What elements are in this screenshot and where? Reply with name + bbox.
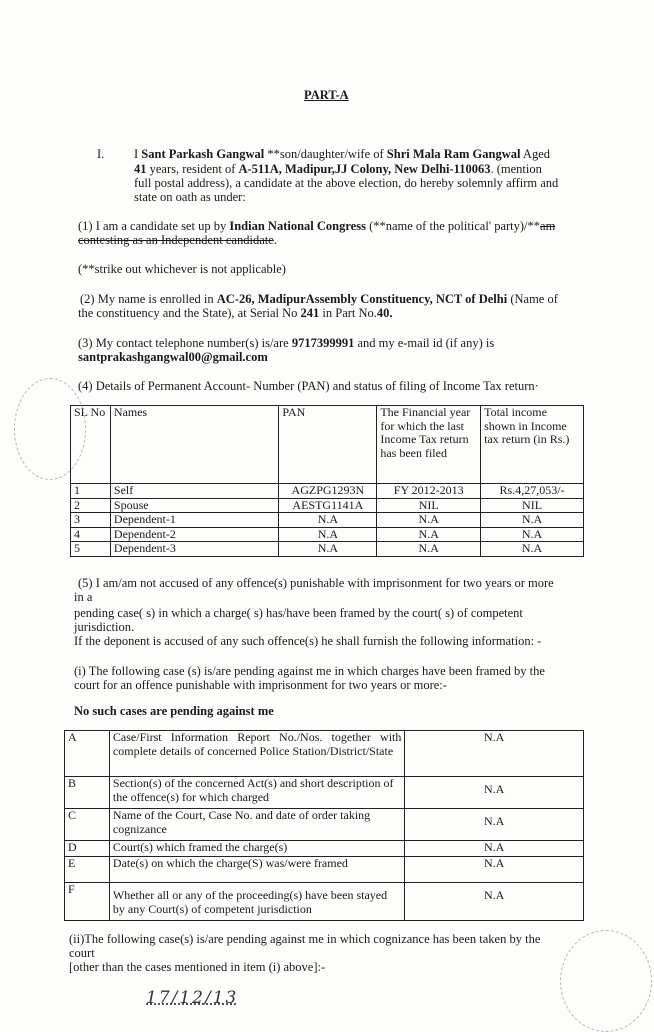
- table-cell: B: [65, 777, 110, 809]
- para-2-line-1: (2) My name is enrolled in AC-26, MadipurAssembly Constituency, NCT of Delhi (Name of: [80, 292, 558, 306]
- table-cell: N.A: [405, 809, 584, 841]
- table-cell: N.A: [481, 513, 584, 528]
- table-cell: C: [65, 809, 110, 841]
- intro-line-1: I Sant Parkash Gangwal **son/daughter/wife of Shri Mala Ram Gangwal Aged: [134, 147, 550, 161]
- serial-number: 241: [300, 306, 320, 320]
- para-5-line-2: in a: [74, 590, 93, 604]
- table-row: [65, 857, 584, 883]
- pan-table-header: [71, 406, 584, 484]
- header-pan: PAN: [279, 406, 377, 484]
- table-cell: N.A: [377, 542, 481, 557]
- table-row: [65, 809, 584, 841]
- candidate-name: Sant Parkash Gangwal: [141, 147, 265, 161]
- father-name: Shri Mala Ram Gangwal: [386, 147, 521, 161]
- table-cell: Name of the Court, Case No. and date of order taking cognizance: [109, 809, 404, 841]
- table-row: [65, 777, 584, 809]
- table-cell: FY 2012-2013: [377, 484, 481, 499]
- phone-number: 9717399991: [291, 336, 355, 350]
- section-number: I.: [97, 147, 105, 161]
- table-cell: Whether all or any of the proceeding(s) have been stayed by any Court(s) of competent jurisdiction: [109, 883, 404, 921]
- intro-line-2: 41 years, resident of A-511A, Madipur,JJ Colony, New Delhi-110063. (mention: [134, 162, 542, 176]
- table-cell: Date(s) on which the charge(S) was/were framed: [109, 857, 404, 883]
- para-3-line-1: (3) My contact telephone number(s) is/are 9717399991 and my e-mail id (if any) is: [78, 336, 495, 350]
- para-5-line-3: pending case( s) in which a charge( s) has/have been framed by the court( s) of competent: [74, 606, 523, 620]
- table-cell: 4: [71, 527, 111, 542]
- intro-line-3: full postal address), a candidate at the above election, do hereby solemnly affirm and: [134, 176, 559, 190]
- pan-table: [70, 405, 584, 557]
- table-row: [65, 731, 584, 777]
- candidate-address: A-511A, Madipur,JJ Colony, New Delhi-110063: [238, 162, 491, 176]
- constituency: AC-26, MadipurAssembly Constituency, NCT of Delhi: [216, 292, 508, 306]
- strike-note: (**strike out whichever is not applicable): [78, 262, 286, 276]
- table-cell: Dependent-2: [110, 527, 279, 542]
- table-row: [71, 498, 584, 513]
- para-1-line-1: (1) I am a candidate set up by Indian National Congress (**name of the political' party)/**am: [78, 219, 556, 233]
- para-2-line-2: the constituency and the State), at Serial No 241 in Part No.40.: [78, 306, 393, 320]
- table-cell: N.A: [481, 542, 584, 557]
- table-row: [65, 841, 584, 857]
- table-row: [71, 542, 584, 557]
- table-cell: D: [65, 841, 110, 857]
- candidate-age: 41: [134, 162, 147, 176]
- header-sl-no: SL No: [71, 406, 111, 484]
- table-row: [71, 484, 584, 499]
- table-cell: Case/First Information Report No./Nos. together with complete details of concerned Police Station/District/State: [109, 731, 404, 777]
- table-cell: N.A: [405, 731, 584, 777]
- table-cell: N.A: [405, 883, 584, 921]
- para-5-line-5: If the deponent is accused of any such offence(s) he shall furnish the following information: -: [74, 634, 542, 648]
- handwritten-date: 17/12/13: [146, 988, 239, 1008]
- table-cell: Rs.4,27,053/-: [481, 484, 584, 499]
- table-cell: N.A: [405, 777, 584, 809]
- table-row: [65, 883, 584, 921]
- table-cell: E: [65, 857, 110, 883]
- table-cell: AGZPG1293N: [279, 484, 377, 499]
- table-cell: N.A: [377, 527, 481, 542]
- para-ii-line-3: [other than the cases mentioned in item (i) above]:-: [69, 960, 326, 974]
- table-cell: A: [65, 731, 110, 777]
- table-cell: N.A: [279, 542, 377, 557]
- table-cell: 1: [71, 484, 111, 499]
- table-cell: N.A: [279, 513, 377, 528]
- page-title: PART-A: [304, 88, 349, 102]
- table-cell: N.A: [405, 857, 584, 883]
- para-i-line-1: (i) The following case (s) is/are pending against me in which charges have been framed by the: [74, 664, 545, 678]
- table-cell: Section(s) of the concerned Act(s) and short description of the offence(s) for which charged: [109, 777, 404, 809]
- no-cases-statement: No such cases are pending against me: [74, 704, 274, 718]
- case-table: [64, 730, 584, 921]
- table-cell: NIL: [481, 498, 584, 513]
- para-5-line-4: jurisdiction.: [74, 620, 135, 634]
- para-i-line-2: court for an offence punishable with imprisonment for two years or more:-: [74, 678, 447, 692]
- table-row: [71, 527, 584, 542]
- para-5-line-1: (5) I am/am not accused of any offence(s) punishable with imprisonment for two years or more: [78, 576, 554, 590]
- table-cell: N.A: [481, 527, 584, 542]
- table-cell: Dependent-3: [110, 542, 279, 557]
- para-ii-line-1: (ii)The following case(s) is/are pending against me in which cognizance has been taken by the: [69, 932, 541, 946]
- table-cell: N.A: [377, 513, 481, 528]
- table-cell: NIL: [377, 498, 481, 513]
- part-number: 40.: [376, 306, 393, 320]
- table-cell: 5: [71, 542, 111, 557]
- table-cell: AESTG1141A: [279, 498, 377, 513]
- table-cell: Court(s) which framed the charge(s): [109, 841, 404, 857]
- header-total-income: Total income shown in Income tax return (in Rs.): [481, 406, 584, 484]
- table-cell: N.A: [279, 527, 377, 542]
- para-1-line-2: contesting as an Independent candidate.: [78, 233, 277, 247]
- table-cell: Self: [110, 484, 279, 499]
- table-cell: 3: [71, 513, 111, 528]
- stamp-impression-left: [14, 378, 86, 480]
- table-cell: F: [65, 883, 110, 921]
- table-row: [71, 513, 584, 528]
- table-cell: Dependent-1: [110, 513, 279, 528]
- intro-line-4: state on oath as under:: [134, 190, 246, 204]
- header-names: Names: [110, 406, 279, 484]
- para-ii-line-2: court: [69, 946, 95, 960]
- party-name: Indian National Congress: [229, 219, 366, 233]
- table-cell: N.A: [405, 841, 584, 857]
- stamp-impression-right: [560, 930, 652, 1032]
- header-financial-year: The Financial year for which the last Income Tax return has been filed: [377, 406, 481, 484]
- email-address: santprakashgangwal00@gmail.com: [78, 350, 268, 364]
- table-cell: 2: [71, 498, 111, 513]
- para-4: (4) Details of Permanent Account- Number (PAN) and status of filing of Income Tax return·: [78, 379, 539, 393]
- table-cell: Spouse: [110, 498, 279, 513]
